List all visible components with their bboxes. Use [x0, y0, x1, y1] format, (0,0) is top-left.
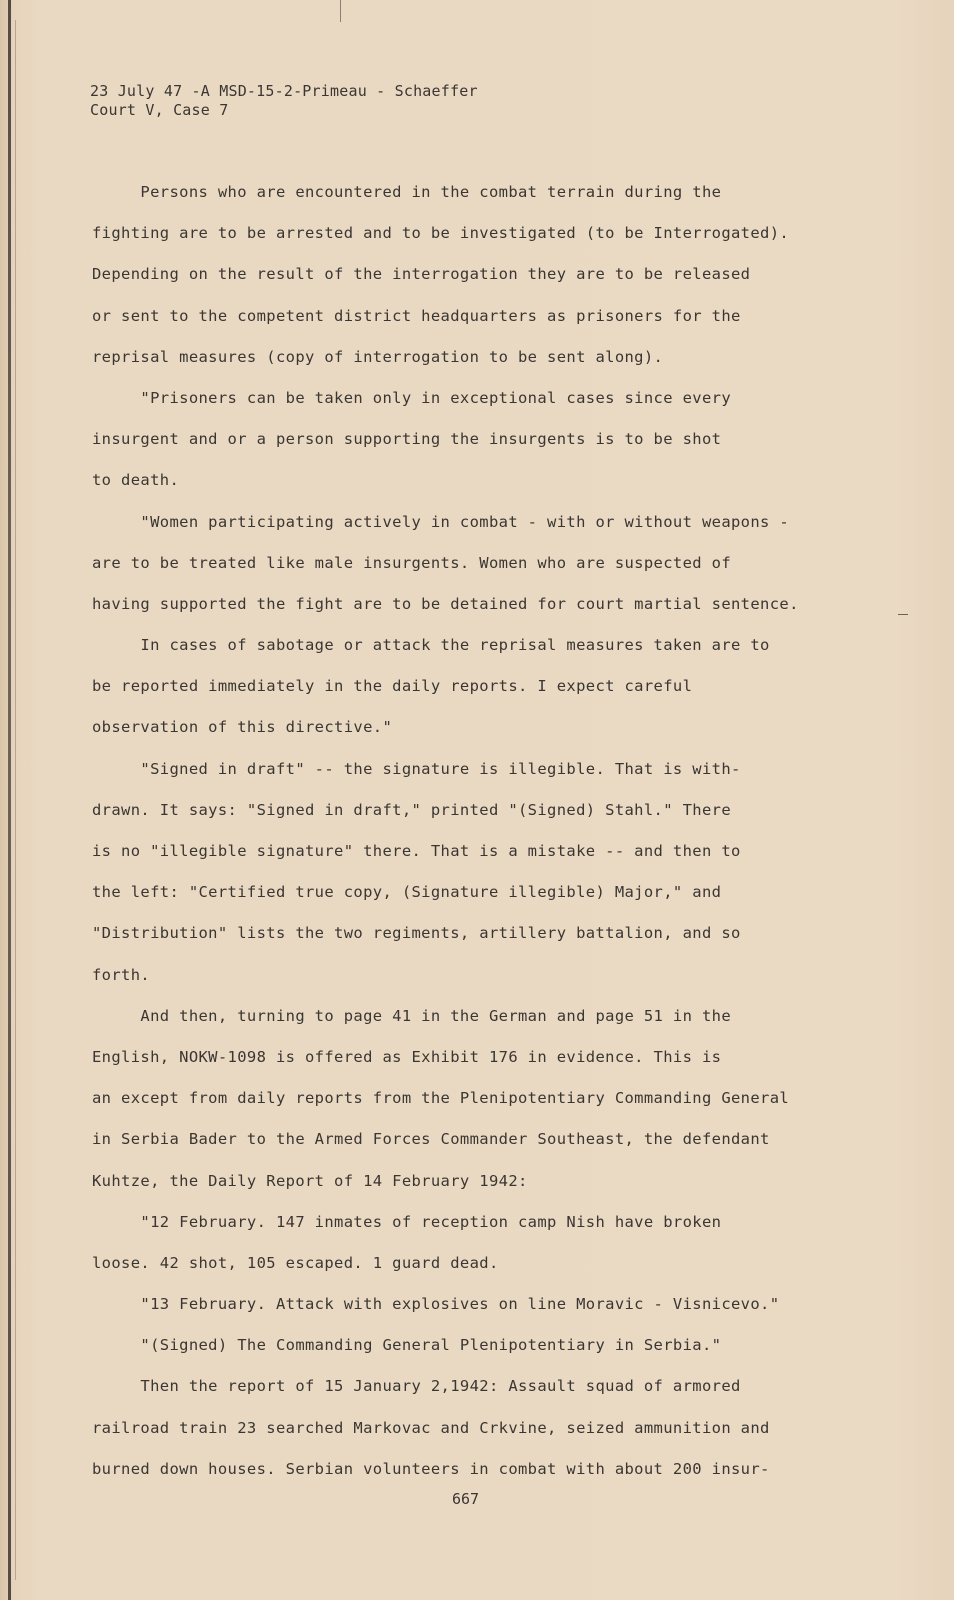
text-line: Then the report of 15 January 2,1942: Assault squad of armored — [92, 1377, 741, 1396]
text-line: "(Signed) The Commanding General Plenipotentiary in Serbia." — [92, 1336, 722, 1355]
text-line: Kuhtze, the Daily Report of 14 February 1942: — [92, 1171, 528, 1190]
transcript-body — [92, 181, 832, 1499]
fold-mark — [340, 0, 341, 22]
page-number: 667 — [452, 1490, 480, 1508]
text-line: Persons who are encountered in the combat terrain during the — [92, 183, 722, 201]
margin-mark — [898, 614, 908, 615]
text-line: railroad train 23 searched Markovac and Crkvine, seized ammunition and — [92, 1418, 770, 1437]
text-line: is no "illegible signature" there. That is a mistake -- and then to — [92, 842, 741, 860]
text-line: in Serbia Bader to the Armed Forces Commander Southeast, the defendant — [92, 1130, 770, 1149]
header-line-date: 23 July 47 -A MSD-15-2-Primeau - Schaeffer — [90, 82, 478, 100]
text-line: In cases of sabotage or attack the reprisal measures taken are to — [92, 636, 770, 655]
text-line: burned down houses. Serbian volunteers in combat with about 200 insur- — [92, 1459, 770, 1478]
text-line: are to be treated like male insurgents. Women who are suspected of — [92, 553, 731, 572]
header-line-court: Court V, Case 7 — [90, 101, 229, 119]
text-line: loose. 42 shot, 105 escaped. 1 guard dead. — [92, 1253, 499, 1272]
text-line: drawn. It says: "Signed in draft," printed "(Signed) Stahl." There — [92, 800, 731, 819]
text-line: "Prisoners can be taken only in exceptional cases since every — [92, 388, 731, 407]
text-line: insurgent and or a person supporting the insurgents is to be shot — [92, 430, 722, 449]
text-line: And then, turning to page 41 in the German and page 51 in the — [92, 1006, 731, 1025]
text-line: to death. — [92, 471, 180, 490]
text-line: or sent to the competent district headquarters as prisoners for the — [92, 306, 741, 325]
text-line: "Women participating actively in combat - with or without weapons - — [92, 512, 790, 531]
binding-shadow — [15, 20, 16, 1580]
text-line: English, NOKW-1098 is offered as Exhibit 176 in evidence. This is — [92, 1047, 722, 1066]
text-line: having supported the fight are to be detained for court martial sentence. — [92, 594, 799, 613]
text-line: forth. — [92, 965, 151, 984]
text-line: "Signed in draft" -- the signature is illegible. That is with- — [92, 759, 741, 778]
binding-edge — [8, 0, 11, 1600]
text-line: observation of this directive." — [92, 718, 393, 737]
text-line: fighting are to be arrested and to be investigated (to be Interrogated). — [92, 224, 790, 243]
text-line: an except from daily reports from the Plenipotentiary Commanding General — [92, 1089, 790, 1108]
text-line: Depending on the result of the interrogation they are to be released — [92, 265, 751, 284]
text-line: reprisal measures (copy of interrogation to be sent along). — [92, 347, 664, 366]
text-line: "12 February. 147 inmates of reception camp Nish have broken — [92, 1212, 722, 1231]
text-line: be reported immediately in the daily reports. I expect careful — [92, 677, 693, 696]
document-header — [90, 82, 478, 120]
text-line: the left: "Certified true copy, (Signature illegible) Major," and — [92, 883, 722, 902]
text-line: "13 February. Attack with explosives on line Moravic - Visnicevo." — [92, 1295, 780, 1314]
text-line: "Distribution" lists the two regiments, artillery battalion, and so — [92, 924, 741, 943]
